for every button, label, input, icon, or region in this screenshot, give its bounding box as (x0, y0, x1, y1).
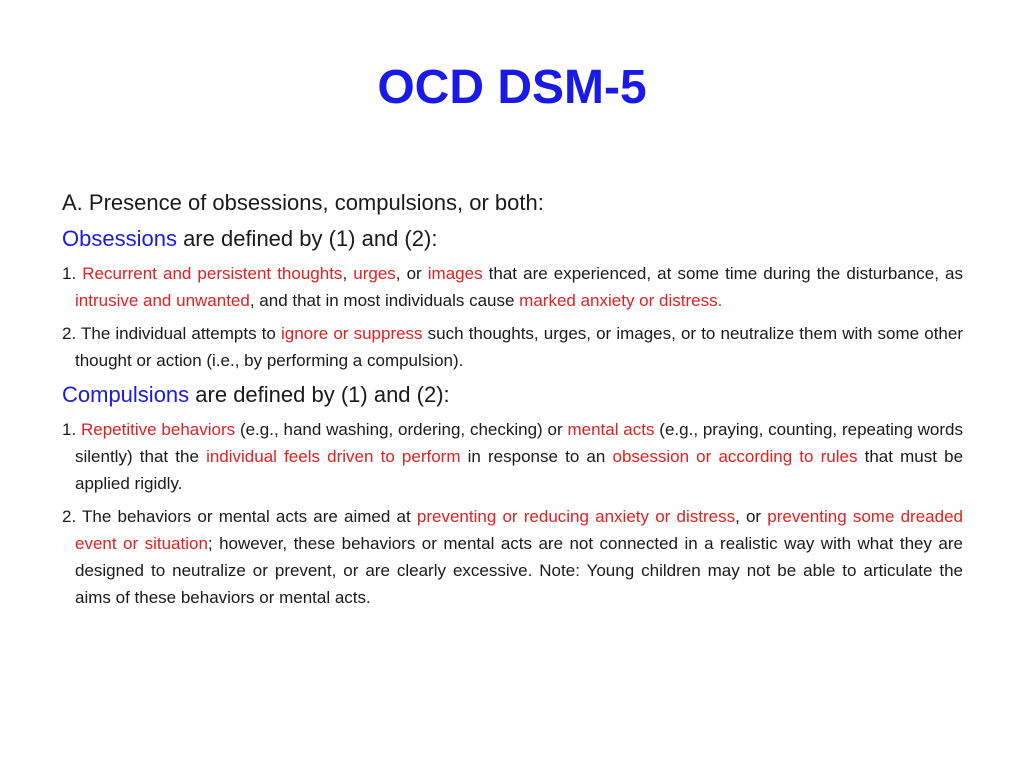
obsessions-keyword: Obsessions (62, 226, 177, 251)
obsessions-item-1-highlight: Recurrent and persistent thoughts (82, 264, 343, 283)
obsessions-item-1-highlight: marked anxiety or distress. (519, 291, 723, 310)
obsessions-item-2 (62, 320, 963, 374)
compulsions-item-1-highlight: Repetitive behaviors (81, 420, 236, 439)
obsessions-item-1-highlight: images (427, 264, 483, 283)
compulsions-keyword: Compulsions (62, 382, 190, 407)
obsessions-item-2-text: such thoughts, urges, or images, or to neutralize them with some other thought or action (i.e., by performing a compulsion). (75, 324, 963, 370)
obsessions-heading (62, 224, 963, 254)
obsessions-item-1-highlight: urges (353, 264, 396, 283)
obsessions-item-1-text: , and that in most individuals cause (249, 291, 520, 310)
slide-title: OCD DSM-5 (377, 61, 647, 114)
obsessions-item-1 (62, 260, 963, 314)
obsessions-item-1-highlight: intrusive and unwanted (75, 291, 250, 310)
obsessions-item-1-text: , or (395, 264, 428, 283)
compulsions-heading (62, 380, 963, 410)
criterion-a-text: A. Presence of obsessions, compulsions, or both: (62, 190, 544, 215)
obsessions-item-1-text: , (342, 264, 354, 283)
slide-content (62, 188, 963, 617)
compulsions-item-2-highlight: preventing or reducing anxiety or distress (416, 507, 736, 526)
compulsions-item-1-highlight: obsession or according to rules (612, 447, 858, 466)
compulsions-item-2-text: 2. The behaviors or mental acts are aimed at (62, 507, 417, 526)
compulsions-item-2-text: ; however, these behaviors or mental acts are not connected in a realistic way with what they are designed to neutralize or prevent, or are clearly excessive. Note: Young children may not be able to articulate the aims of these behaviors or mental acts. (75, 534, 963, 607)
compulsions-item-1 (62, 416, 963, 497)
compulsions-item-2 (62, 503, 963, 611)
obsessions-item-2-highlight: ignore or suppress (280, 324, 423, 343)
compulsions-item-1-text: (e.g., hand washing, ordering, checking) or (235, 420, 568, 439)
compulsions-item-1-text: (e.g., praying, counting, repeating words silently) that the (75, 420, 964, 466)
compulsions-item-1-text: that must be applied rigidly. (75, 447, 964, 493)
obsessions-item-1-text: that are experienced, at some time during the disturbance, as (482, 264, 963, 283)
compulsions-item-1-highlight: individual feels driven to perform (206, 447, 461, 466)
compulsions-item-2-highlight: preventing some dreaded event or situation (75, 507, 963, 553)
compulsions-heading-rest: are defined by (1) and (2): (189, 382, 450, 407)
obsessions-item-2-text: 2. The individual attempts to (62, 324, 281, 343)
obsessions-heading-rest: are defined by (1) and (2): (176, 226, 438, 251)
compulsions-item-1-highlight: mental acts (567, 420, 655, 439)
compulsions-item-1-text: 1. (62, 420, 81, 439)
compulsions-item-1-text: in response to an (460, 447, 613, 466)
compulsions-item-2-text: , or (735, 507, 768, 526)
obsessions-item-1-text: 1. (62, 264, 83, 283)
